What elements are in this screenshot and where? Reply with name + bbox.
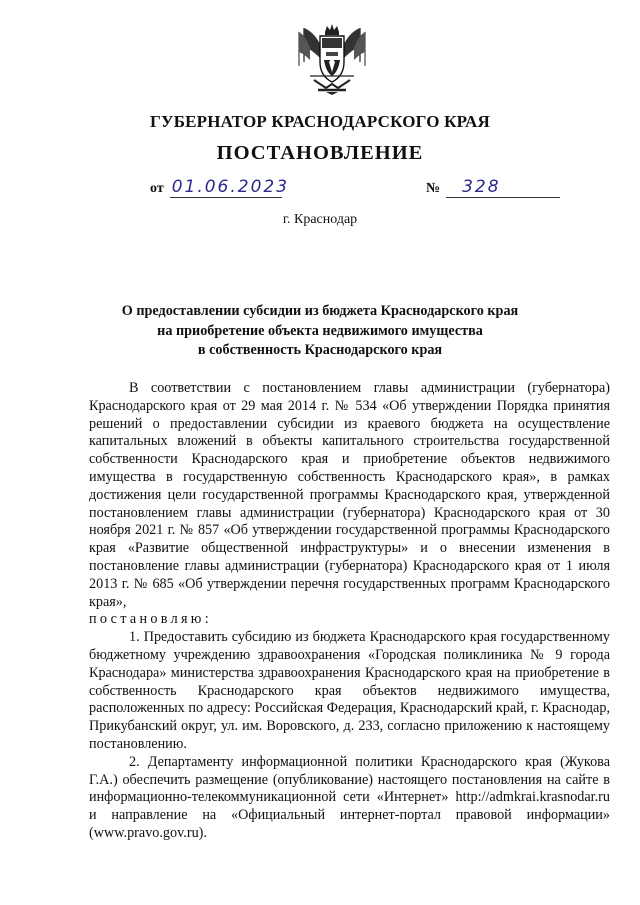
handwritten-number: 328 — [446, 177, 560, 198]
city-of-issue: г. Краснодар — [282, 212, 358, 227]
document-body — [89, 380, 610, 843]
item-1-paragraph: 1. Предоставить субсидию из бюджета Краснодарского края государственному бюджетному учреждению здравоохранения «Городская поликлиника № 9 города Краснодара» министерства здравоохранения Краснодарского края на приобретение в собственность Краснодарского края объектов недвижимого имущества, расположенных по адресу: Российская Федерация, Краснодарский край, г. Краснодар, Прикубанский округ, ул. им. Воровского, д. 233, согласно приложению к настоящему постановлению. — [89, 629, 610, 752]
issuing-authority: ГУБЕРНАТОР КРАСНОДАРСКОГО КРАЯ — [150, 112, 490, 131]
item-2-paragraph: 2. Департаменту информационной политики Краснодарского края (Жукова Г.А.) обеспечить размещение (опубликование) настоящего постановления на сайте в информационно-телекоммуникационной сети «Интернет» http://admkrai.krasnodar.ru и направление на «Официальный интернет-портал правовой информации» (www.pravo.gov.ru). — [89, 753, 610, 841]
title-line: О предоставлении субсидии из бюджета Краснодарского края — [121, 303, 519, 319]
date-label: от — [150, 181, 164, 196]
document-type-heading: ПОСТАНОВЛЕНИЕ — [216, 142, 424, 164]
document-title — [100, 302, 540, 361]
title-line: в собственность Краснодарского края — [197, 342, 443, 358]
decree-word: постановляю: — [89, 611, 212, 628]
document-date-line — [150, 177, 290, 198]
preamble-paragraph: В соответствии с постановлением главы администрации (губернатора) Краснодарского края от 29 мая 2014 г. № 534 «Об утверждении Порядка принятия решений о предоставлении субсидии из краевого бюджета на осуществление капитальных вложений в объекты капитального строительства государственной собственности Краснодарского края и приобретение объектов недвижимого имущества в государственную собственность Краснодарского края», в рамках достижения цели государственной программы Краснодарского края, утвержденной постановлением главы администрации (губернатора) Краснодарского края от 30 ноября 2021 г. № 857 «Об утверждении государственной программы Краснодарского края «Развитие общественной инфраструктуры» и о внесении изменения в постановление главы администрации (губернатора) Краснодарского края от 1 июля 2013 г. № 685 «Об утверждении перечня государственных программ Краснодарского края», — [89, 380, 610, 610]
number-label: № — [426, 181, 441, 196]
title-line: на приобретение объекта недвижимого имущества — [157, 322, 483, 339]
document-number-line — [426, 177, 560, 198]
coat-of-arms-icon — [296, 22, 368, 96]
handwritten-date: 01.06.2023 — [171, 177, 290, 197]
